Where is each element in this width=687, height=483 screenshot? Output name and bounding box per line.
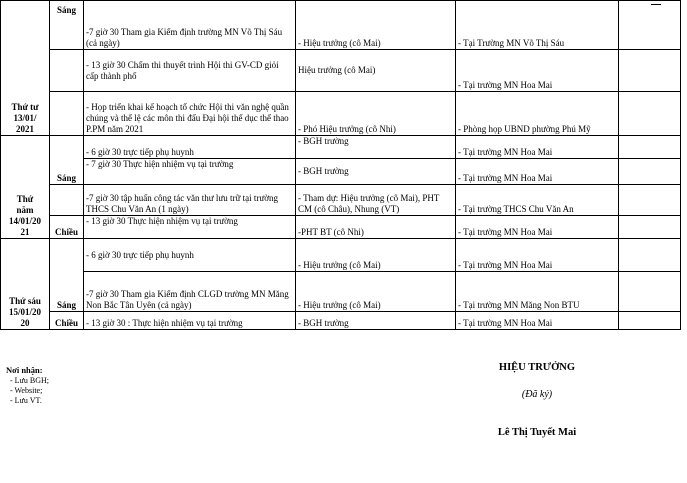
location-cell: - Tại trường MN Hoa Mai	[456, 136, 619, 159]
day-cell-thursday: Thứ năm 14/01/20 21	[1, 136, 50, 239]
session-afternoon: Chiều	[50, 216, 84, 239]
activity-cell: - 6 giờ 30 trực tiếp phụ huynh	[84, 136, 296, 159]
participant-cell: - Phó Hiệu trưởng (cô Nhi)	[296, 92, 456, 136]
session-afternoon: Chiều	[50, 312, 84, 330]
table-row	[1, 159, 681, 185]
activity-cell: - 7 giờ 30 Thực hiện nhiệm vụ tại trường	[84, 159, 296, 185]
session-morning: Sáng	[50, 1, 84, 50]
signature-status: (Đã ký)	[521, 389, 553, 400]
recipient-item: - Lưu VT.	[10, 396, 42, 405]
table-row	[1, 272, 681, 312]
location-cell: - Tại trường THCS Chu Văn An	[456, 185, 619, 216]
participant-cell: - Tham dự: Hiệu trưởng (cô Mai), PHT CM (cô Châu), Nhung (VT)	[296, 185, 456, 216]
participant-cell: - Hiệu trưởng (cô Mai)	[296, 239, 456, 272]
table-row	[1, 50, 681, 92]
recipient-item: - Website;	[10, 386, 43, 395]
table-row	[1, 185, 681, 216]
location-cell: - Tại trường MN Hoa Mai	[456, 159, 619, 185]
participant-cell: - BGH trường	[296, 136, 456, 159]
activity-cell: - 13 giờ 30 Chấm thi thuyết trình Hội thi GV-CD giỏi cấp thành phố	[84, 50, 296, 92]
participant-cell: Hiệu trưởng (cô Mai)	[296, 50, 456, 92]
table-row	[1, 92, 681, 136]
location-cell: - Phòng họp UBND phường Phú Mỹ	[456, 92, 619, 136]
location-cell: - Tại trường MN Măng Non BTU	[456, 272, 619, 312]
signature-title: HIỆU TRƯỞNG	[498, 362, 576, 373]
participant-cell: -PHT BT (cô Nhi)	[296, 216, 456, 239]
activity-cell: - 6 giờ 30 trực tiếp phụ huynh	[84, 239, 296, 272]
table-row	[1, 239, 681, 272]
session-morning: Sáng	[50, 136, 84, 185]
recipients-title: Nơi nhận:	[6, 365, 43, 375]
location-cell: - Tại trường MN Hoa Mai	[456, 312, 619, 330]
participant-cell: - Hiệu trưởng (cô Mai)	[296, 272, 456, 312]
table-row	[1, 136, 681, 159]
activity-cell: - 13 giờ 30 : Thực hiện nhiệm vụ tại trường	[84, 312, 296, 330]
activity-cell: - Họp triển khai kế hoạch tổ chức Hội thi văn nghệ quần chúng và thể lệ các môn thi đấu Đại hội thể dục thể thao P.PM năm 2021	[84, 92, 296, 136]
signer-name: Lê Thị Tuyết Mai	[497, 427, 577, 438]
participant-cell: - BGH trường	[296, 312, 456, 330]
session-morning: Sáng	[50, 239, 84, 312]
table-row	[1, 1, 681, 50]
activity-cell: -7 giờ 30 Tham gia Kiểm định CLGD trường MN Măng Non Bắc Tân Uyên (cả ngày)	[84, 272, 296, 312]
activity-cell: -7 giờ 30 tập huấn công tác văn thư lưu trữ tại trường THCS Chu Văn An (1 ngày)	[84, 185, 296, 216]
activity-cell: - 13 giờ 30 Thực hiện nhiệm vụ tại trường	[84, 216, 296, 239]
participant-cell: - Hiệu trưởng (cô Mai)	[296, 1, 456, 50]
location-cell: - Tại Trường MN Võ Thị Sáu	[456, 1, 619, 50]
recipients-block	[6, 365, 49, 406]
table-row	[1, 216, 681, 239]
recipient-item: - Lưu BGH;	[10, 376, 49, 385]
location-cell: - Tại trường MN Hoa Mai	[456, 50, 619, 92]
location-cell: - Tại trường MN Hoa Mai	[456, 216, 619, 239]
table-row	[1, 312, 681, 330]
location-cell: - Tại trường MN Hoa Mai	[456, 239, 619, 272]
day-cell-wednesday: Thứ tư 13/01/ 2021	[1, 1, 50, 136]
participant-cell: - BGH trường	[296, 159, 456, 185]
activity-cell: -7 giờ 30 Tham gia Kiểm định trường MN Võ Thị Sáu (cả ngày)	[84, 1, 296, 50]
day-cell-friday: Thứ sáu 15/01/20 20	[1, 239, 50, 330]
